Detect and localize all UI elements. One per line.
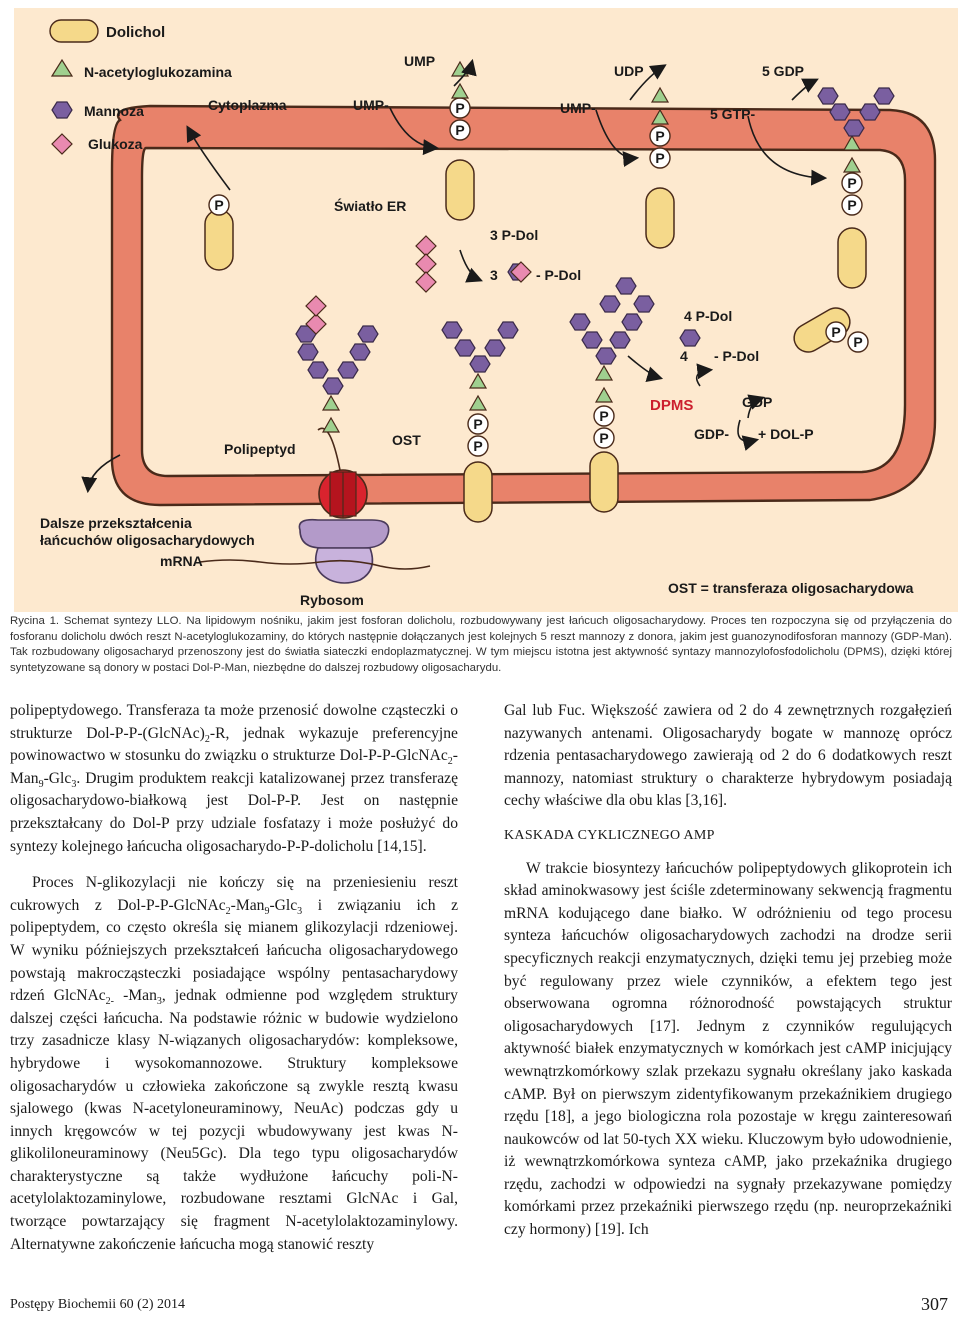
three-label: 3	[490, 267, 498, 283]
ribosome	[299, 520, 388, 583]
pdol3-label: 3 P-Dol	[490, 227, 539, 243]
pdol4-label: 4 P-Dol	[684, 308, 733, 324]
phosphate-label: P	[599, 408, 609, 424]
ump-dash-label-2: UMP-	[560, 100, 596, 116]
phosphate-label: P	[599, 430, 609, 446]
page-number: 307	[921, 1294, 948, 1314]
section-title: KASKADA CYKLICZNEGO AMP	[504, 827, 715, 843]
legend-glucose-label: Glukoza	[88, 136, 143, 152]
mrna-label: mRNA	[160, 553, 203, 569]
gdp-label: GDP	[742, 394, 773, 410]
four-label: 4	[680, 348, 688, 364]
gdp-dash-label: GDP-	[694, 426, 729, 442]
phosphate-label: P	[847, 175, 857, 191]
phosphate-label: P	[831, 324, 841, 340]
phosphate-label: P	[473, 416, 483, 432]
left-paragraph-2: Proces N-glikozylacji nie kończy się na przeniesieniu reszt cukrowych z Dol-P-P-GlcNAc$_2$-Man$_9$-Glc$_3$ i związaniu ich z polipeptydem, co często określa się mianem glikozylacji rdzeniowej. W wyniku późniejszych przekształceń łańcucha oligosacharydowego powstają makrocząsteczki posiadające wspólny pentasacharydowy rdzeń GlcNAc$_{2-}$ -Man$_3$, jednak odmienne pod względem struktury dalszej części łańcucha. Na podstawie różnic w budowie wydzielono trzy zasadnicze klasy N-wiązanych oligosacharydów: kompleksowe, hybrydowe i wysokomannozowe. Struktury kompleksowe oligosacharydów u człowieka zakończone są zwykle resztą kwasu sjalowego (kwas N-acetyloneuraminowy, NeuAc) podczas gdy u innych kręgowców w tej pozycji wbudowywany jest kwas N-glikoliloneuraminowy (Neu5Gc). Dla tego typu oligosacharydów charakterystyczne są także wydłużone łańcuchy poli-N-acetylolaktozaminylowe, rozbudowane resztami GlcNAc i Gal, tworzące powtarzający się fragment N-acetylolaktozaminylowy. Alternatywne zakończenie łańcucha mogą stanowić reszty	[10, 874, 458, 1253]
ump-top-label: UMP	[404, 53, 436, 69]
phosphate-label: P	[455, 122, 465, 138]
ribosome-label: Rybosom	[300, 592, 364, 608]
right-paragraph-2: W trakcie biosyntezy łańcuchów polipeptydowych glikoprotein ich skład aminokwasowy jest ściśle zdeterminowany sekwencją fragmentu mRNA kodującego dane białko. W odróżnieniu od tego procesu synteza łańcuchów oligosacharydowych zachodzi na drodze serii specyficznych reakcji enzymatycznych, dzięki temu jej przebieg może być regulowany przez wiele czynników, a efektem tego jest obserwowana ogromna różnorodność powstających struktur oligosacharydowych [17]. Jednym z czynników regulujących aktywność białek enzymatycznych w komórkach jest cAMP inicjujący wewnątrzkomórkowy szlak przekazu sygnału określany jako kaskada cAMP. Był on pierwszym zidentyfikowanym przekaźnikiem drugiego rzędu [18], a jego biologiczna rola pozostaje w kręgu zainteresowań naukowców od lat 50-tych XX wieku. Kluczowym było udowodnienie, iż wewnątrzkomórkowa synteza cAMP, jako przekaźnika drugiego rzędu, zachodzi w odpowiedzi na sygnały przekazywane pomiędzy komórkami przez przekaźniki pierwszego rzędu (np. neuroprzekaźniki czy hormony) [19]. Ich	[504, 859, 952, 1239]
legend-mannose-label: Mannoza	[84, 103, 144, 119]
caption-label: Rycina 1.	[10, 615, 60, 627]
phosphate-label: P	[473, 438, 483, 454]
ost-label: OST	[392, 432, 421, 448]
left-paragraph-1: polipeptydowego. Transferaza ta może przenosić dowolne cząsteczki o strukturze Dol-$P-P-(GlcNAc)_2-R$, jednak wykazuje preferencyjne powinowactwo w stosunku do związku o strukturze Dol-P-P-GlcNAc$_2$-Man$_9$-Glc$_3$. Drugim produktem reakcji katalizowanej przez transferazę oligosacharydowo-białkową jest Dol-P-P. Jest on następnie przekształcany do Dol-P przy udziale fosfatazy i może posłużyć do syntezy kolejnego łańcucha oligosacharydo-P-P-dolicholu [14,15].	[10, 702, 458, 855]
phosphate-label: P	[455, 100, 465, 116]
legend-glcnac-label: N-acetyloglukozamina	[84, 64, 232, 80]
legend-dolichol-label: Dolichol	[106, 24, 166, 41]
phosphate-label: P	[655, 150, 665, 166]
phosphate-label: P	[853, 334, 863, 350]
dol-p-label: + DOL-P	[758, 426, 814, 442]
ost-channel	[319, 470, 367, 518]
ost-definition-label: OST = transferaza oligosacharydowa	[668, 580, 914, 596]
further-processing-label-2: łańcuchów oligosacharydowych	[40, 532, 255, 548]
pdol-dash-label: - P-Dol	[536, 267, 582, 283]
figure-llo-synthesis	[0, 0, 960, 612]
right-paragraph-1: Gal lub Fuc. Większość zawiera od 2 do 4 zewnętrznych rozgałęzień nazywanych antenami. Oligosacharydy bogate w mannozę oprócz rdzenia pentasacharydowego zawierają od 2 do 6 dodatkowych reszt mannozy, natomiast struktury o charakterze hybrydowym posiadają cechy właściwe dla obu klas [3,16].	[504, 702, 952, 810]
cytoplasm-label: Cytoplazma	[208, 97, 287, 113]
figure-caption	[10, 614, 952, 676]
gtp5-label: 5 GTP-	[710, 106, 756, 122]
further-processing-label-1: Dalsze przekształcenia	[40, 515, 192, 531]
gdp5-label: 5 GDP	[762, 63, 805, 79]
left-column	[10, 700, 458, 1256]
ump-dash-label-1: UMP-	[353, 97, 389, 113]
legend-dolichol-swatch	[50, 20, 98, 42]
pdol-dash2-label: - P-Dol	[714, 348, 760, 364]
dpms-label: DPMS	[650, 397, 694, 414]
phosphate-label: P	[655, 128, 665, 144]
journal-footer: Postępy Biochemii 60 (2) 2014	[10, 1297, 185, 1312]
er-lumen-label: Światło ER	[334, 198, 407, 214]
right-column	[504, 700, 952, 1242]
udp-label: UDP	[614, 63, 644, 79]
phosphate-label: P	[214, 197, 224, 213]
polypeptide-label: Polipeptyd	[224, 441, 296, 457]
caption-text: Schemat syntezy LLO. Na lipidowym nośniku, jakim jest fosforan dolicholu, rozbudowywany jest łańcuch oligosacharydowy. Proces ten rozpoczyna się od przyłączenia do fosforanu dolicholu dwóch reszt N-acetyloglukozaminy, do których następnie dołączanych jest kolejnych 5 reszt mannozy z donora, jakim jest guanozynodifosforan mannozy (GDP-Man). Tak rozbudowany oligosacharyd przenoszony jest do światła siateczki endoplazmatycznej. W tym miejscu istotna jest aktywność syntazy mannozylofosfodolicholu (DPMS), dzięki której syntetyzowane są donory w postaci Dol-P-Man, niezbędne do dalszej rozbudowy oligosacharydu.	[10, 615, 952, 674]
phosphate-label: P	[847, 197, 857, 213]
